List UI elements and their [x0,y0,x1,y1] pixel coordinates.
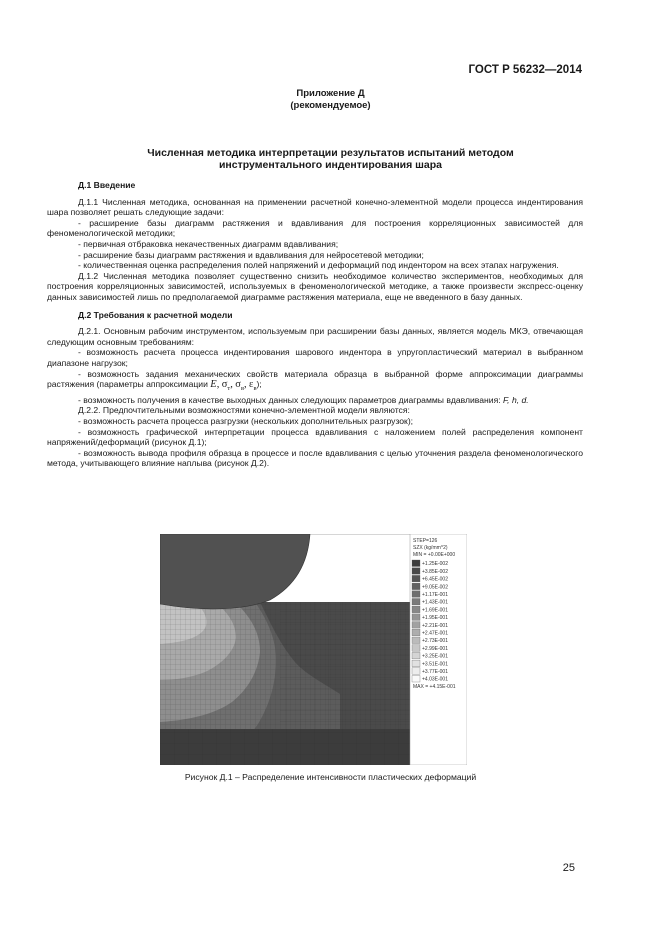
legend-level-label: +1.25E-002 [422,561,448,568]
list-item: - количественная оценка распределения полей напряжений и деформаций под индентором на всех этапах нагружения. [78,260,559,271]
legend-level-label: +1.43E-001 [422,599,448,606]
legend-level-label: +1.69E-001 [422,607,448,614]
legend-swatch [412,568,420,575]
legend-level-label: +2.21E-001 [422,622,448,629]
legend-level-label: +3.77E-001 [422,669,448,675]
list-item: - первичная отбраковка некачественных диаграмм вдавливания; [78,238,339,249]
list-item: - возможность вывода профиля образца в процессе и после вдавливания с целью уточнения раздела феноменологического метода, учитывающего влияние наплыва (рисунок Д.2). [47,447,583,469]
output-parameters: F, h, d. [503,394,529,405]
symbol-yield-stress: $\sigma_т$, [221,379,233,393]
list-item [47,395,583,406]
legend-swatch [412,560,420,567]
list-item: - возможность расчета процесса индентирования шарового индентора в упругопластический материал в выбранном диапазоне нагрузок; [47,347,583,368]
legend-swatch [412,652,420,659]
legend-level-label: +3.25E-001 [422,653,448,660]
page-number: 25 [562,862,575,874]
main-title-line-1: Численная методика интерпретации результатов испытаний методом [147,147,514,159]
requirement-text: - возможность задания механических свойств материала образца в выбранной форме аппроксимации диаграммы растяжения (параметры аппроксимации [47,368,583,390]
legend-swatch [412,614,420,621]
legend-min: MIN = +0.00E+000 [413,552,456,558]
appendix-status: (рекомендуемое) [290,100,371,111]
legend-level-label: +2.73E-001 [422,638,448,645]
legend-level-label: +1.95E-001 [422,615,448,622]
requirement-text: - возможность получения в качестве выходных данных следующих параметров диаграммы вдавливания: [78,394,501,405]
legend-level-label: +4.03E-001 [422,676,448,683]
main-title-line-2: инструментального индентирования шара [218,159,443,171]
legend-swatch [412,583,420,590]
legend-max: MAX = +4.15E-001 [413,684,456,690]
legend-level-label: +1.17E-001 [422,592,448,598]
figure-fem-plot [160,534,467,765]
paragraph: Д.2.1. Основным рабочим инструментом, используемым при расширении базы данных, является модель МКЭ, отвечающая следующим основным требованиям: [47,326,583,347]
legend-level-label: +9.05E-002 [422,584,448,591]
list-item: - расширение базы диаграмм растяжения и вдавливания для построения корреляционных зависимостей для феноменологической методики; [47,217,583,239]
paragraph: Д.1.1 Численная методика, основанная на применении расчетной конечно-элементной модели процесса индентирования шара позволяет решать следующие задачи: [47,196,583,218]
appendix-label: Приложение Д [296,88,365,99]
legend-variable: SZX (kg/mm^2) [413,545,448,551]
fem-contour-plot [160,534,467,765]
paragraph: Д.2.2. Предпочтительными возможностями конечно-элементной модели являются: [78,405,410,416]
list-item: - возможность расчета процесса разгрузки (нескольких дополнительных разгрузок); [78,415,414,426]
symbol-ultimate-strain: $\varepsilon_в$ [249,379,257,393]
legend-level-label: +6.45E-002 [422,576,448,583]
section-heading-intro: Д.1 Введение [78,180,136,190]
list-item: - возможность графической интерпретации процесса вдавливания с наложением полей распределения компонент напряжений/деформаций (рисунок Д.1); [47,426,583,448]
legend-swatch [412,622,420,629]
legend-swatch [412,629,420,636]
legend-level-label: +3.85E-002 [422,568,448,575]
appendix-title [0,88,661,112]
legend-swatch [412,668,420,675]
legend-swatch [412,591,420,598]
legend-step: STEP=126 [413,538,438,544]
legend-swatch [412,599,420,606]
symbol-ultimate-stress: $\sigma_в$, [235,379,247,393]
legend-level-label: +2.99E-001 [422,645,448,652]
legend-level-label: +3.51E-001 [422,661,448,668]
legend-swatch [412,575,420,582]
list-item [47,369,583,395]
main-title [0,147,661,171]
list-item: - расширение базы диаграмм растяжения и вдавливания для нейросетевой методики; [78,249,424,260]
section-heading-requirements: Д.2 Требования к расчетной модели [78,309,233,320]
document-code: ГОСТ Р 56232—2014 [468,64,582,76]
legend-swatch [412,637,420,644]
legend-swatch [412,660,420,667]
legend-swatch [412,645,420,652]
legend-swatch [412,676,420,683]
legend-level-label: +2.47E-001 [422,630,448,637]
figure-caption: Рисунок Д.1 – Распределение интенсивности пластических деформаций [184,772,477,782]
body-text [47,180,583,469]
symbol-modulus: E, [210,379,220,391]
requirement-end: ); [256,379,262,390]
legend-swatch [412,606,420,613]
paragraph: Д.1.2 Численная методика позволяет существенно снизить необходимое количество экспериментов, необходимых для построения корреляционных зависимостей, используемых в феноменологической методике, а также произвести экспресс-оценку данных зависимостей лишь по предполагаемой диаграмме растяжения материала, еще не введенного в базу данных. [47,270,583,302]
